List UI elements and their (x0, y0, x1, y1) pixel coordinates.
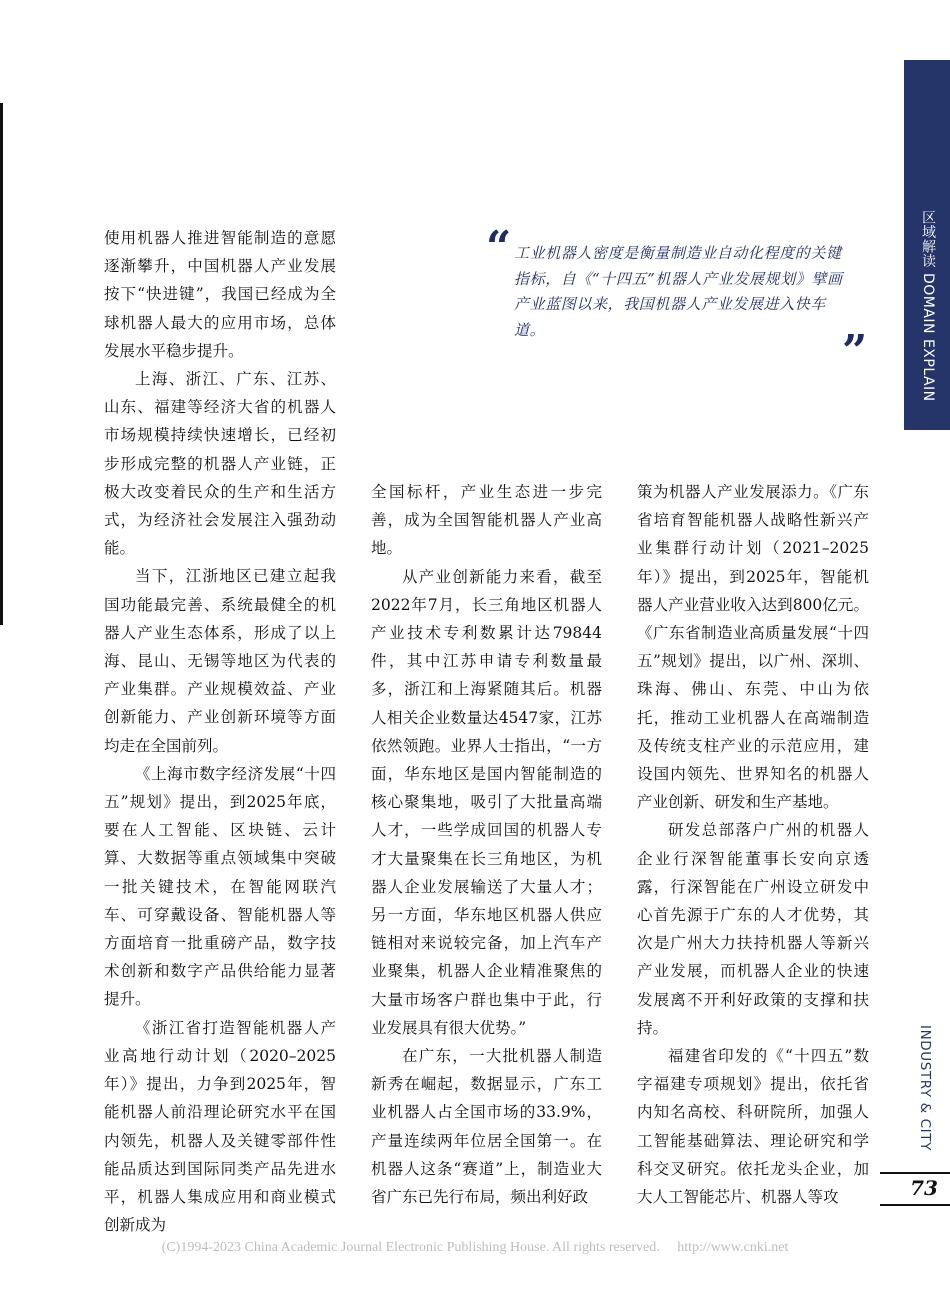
open-quote-mark-icon: “ (486, 222, 512, 273)
copyright-footer (0, 1240, 950, 1256)
paragraph: 策为机器人产业发展添力。《广东省培育智能机器人战略性新兴产业集群行动计划（2021–2025年）》提出，到2025年，智能机器人产业营业收入达到800亿元。《广东省制造业高质量发展“十四五”规划》提出，以广州、深圳、珠海、佛山、东莞、中山为依托，推动工业机器人在高端制造及传统支柱产业的示范应用，建设国内领先、世界知名的机器人产业创新、研发和生产基地。 (637, 483, 869, 812)
section-tab (904, 60, 950, 430)
paragraph: 研发总部落户广州的机器人企业行深智能董事长安向京透露，行深智能在广州设立研发中心首先源于广东的人才优势，其次是广州大力扶持机器人等新兴产业发展，而机器人企业的快速发展离不开利好政策的支撑和扶持。 (637, 821, 869, 1037)
footer-url: http://www.cnki.net (677, 1240, 789, 1255)
magazine-label: INDUSTRY & CITY (917, 1025, 933, 1151)
page-number-rule-top (880, 1172, 950, 1174)
copyright-text: (C)1994-2023 China Academic Journal Electronic Publishing House. All rights reserved. (161, 1240, 660, 1255)
pull-quote: 工业机器人密度是衡量制造业自动化程度的关键指标，自《“十四五”机器人产业发展规划》擘画产业蓝图以来，我国机器人产业发展进入快车道。 (514, 244, 843, 339)
paragraph: 《上海市数字经济发展“十四五”规划》提出，到2025年底，要在人工智能、区块链、云计算、大数据等重点领域集中突破一批关键技术，在智能网联汽车、可穿戴设备、智能机器人等方面培育一批重磅产品，数字技术创新和数字产品供给能力显著提升。 (104, 764, 336, 1009)
paragraph: 从产业创新能力来看，截至2022年7月，长三角地区机器人产业技术专利数累计达79844件，其中江苏申请专利数量最多，浙江和上海紧随其后。机器人相关企业数量达4547家，江苏依然领跑。业界人士指出，“一方面，华东地区是国内智能制造的核心聚集地，吸引了大批量高端人才，一些学成回国的机器人专才大量聚集在长三角地区，为机器人企业发展输送了大量人才；另一方面，华东地区机器人供应链相对来说较完备，加上汽车产业聚集，机器人企业精准聚焦的大量市场客户群也集中于此，行业发展具有很大优势。” (371, 567, 602, 1037)
paragraph: 在广东，一大批机器人制造新秀在崛起，数据显示，广东工业机器人占全国市场的33.9%，产量连续两年位居全国第一。在机器人这条“赛道”上，制造业大省广东已先行布局，频出利好政 (371, 1047, 602, 1207)
paragraph: 使用机器人推进智能制造的意愿逐渐攀升，中国机器人产业发展按下“快进键”，我国已经成为全球机器人最大的应用市场，总体发展水平稳步提升。 (104, 229, 336, 360)
page-number-rule-bottom (880, 1204, 950, 1206)
paragraph: 《浙江省打造智能机器人产业高地行动计划（2020–2025年）》提出，力争到2025年，智能机器人前沿理论研究水平在国内领先，机器人及关键零部件性能品质达到国际同类产品先进水平，机器人集成应用和商业模式创新成为 (104, 1018, 336, 1235)
article-column-1 (104, 224, 336, 1239)
section-label: 区域解读 DOMAIN EXPLAIN (920, 210, 936, 402)
article-column-3 (637, 478, 869, 1211)
close-quote-mark-icon: ” (842, 326, 868, 377)
paragraph: 上海、浙江、广东、江苏、山东、福建等经济大省的机器人市场规模持续快速增长，已经初步形成完整的机器人产业链，正极大改变着民众的生产和生活方式，为经济社会发展注入强劲动能。 (104, 370, 336, 558)
paragraph: 福建省印发的《“十四五”数字福建专项规划》提出，依托省内知名高校、科研院所，加强人工智能基础算法、理论研究和学科交叉研究。依托龙头企业，加大人工智能芯片、机器人等攻 (637, 1047, 869, 1207)
article-column-2 (371, 478, 602, 1211)
page-number: 73 (910, 1176, 938, 1200)
left-margin-rule (0, 103, 3, 625)
paragraph: 全国标杆，产业生态进一步完善，成为全国智能机器人产业高地。 (371, 483, 602, 558)
paragraph: 当下，江浙地区已建立起我国功能最完善、系统最健全的机器人产业生态体系，形成了以上海、昆山、无锡等地区为代表的产业集群。产业规模效益、产业创新能力、产业创新环境等方面均走在全国前列。 (104, 567, 336, 755)
